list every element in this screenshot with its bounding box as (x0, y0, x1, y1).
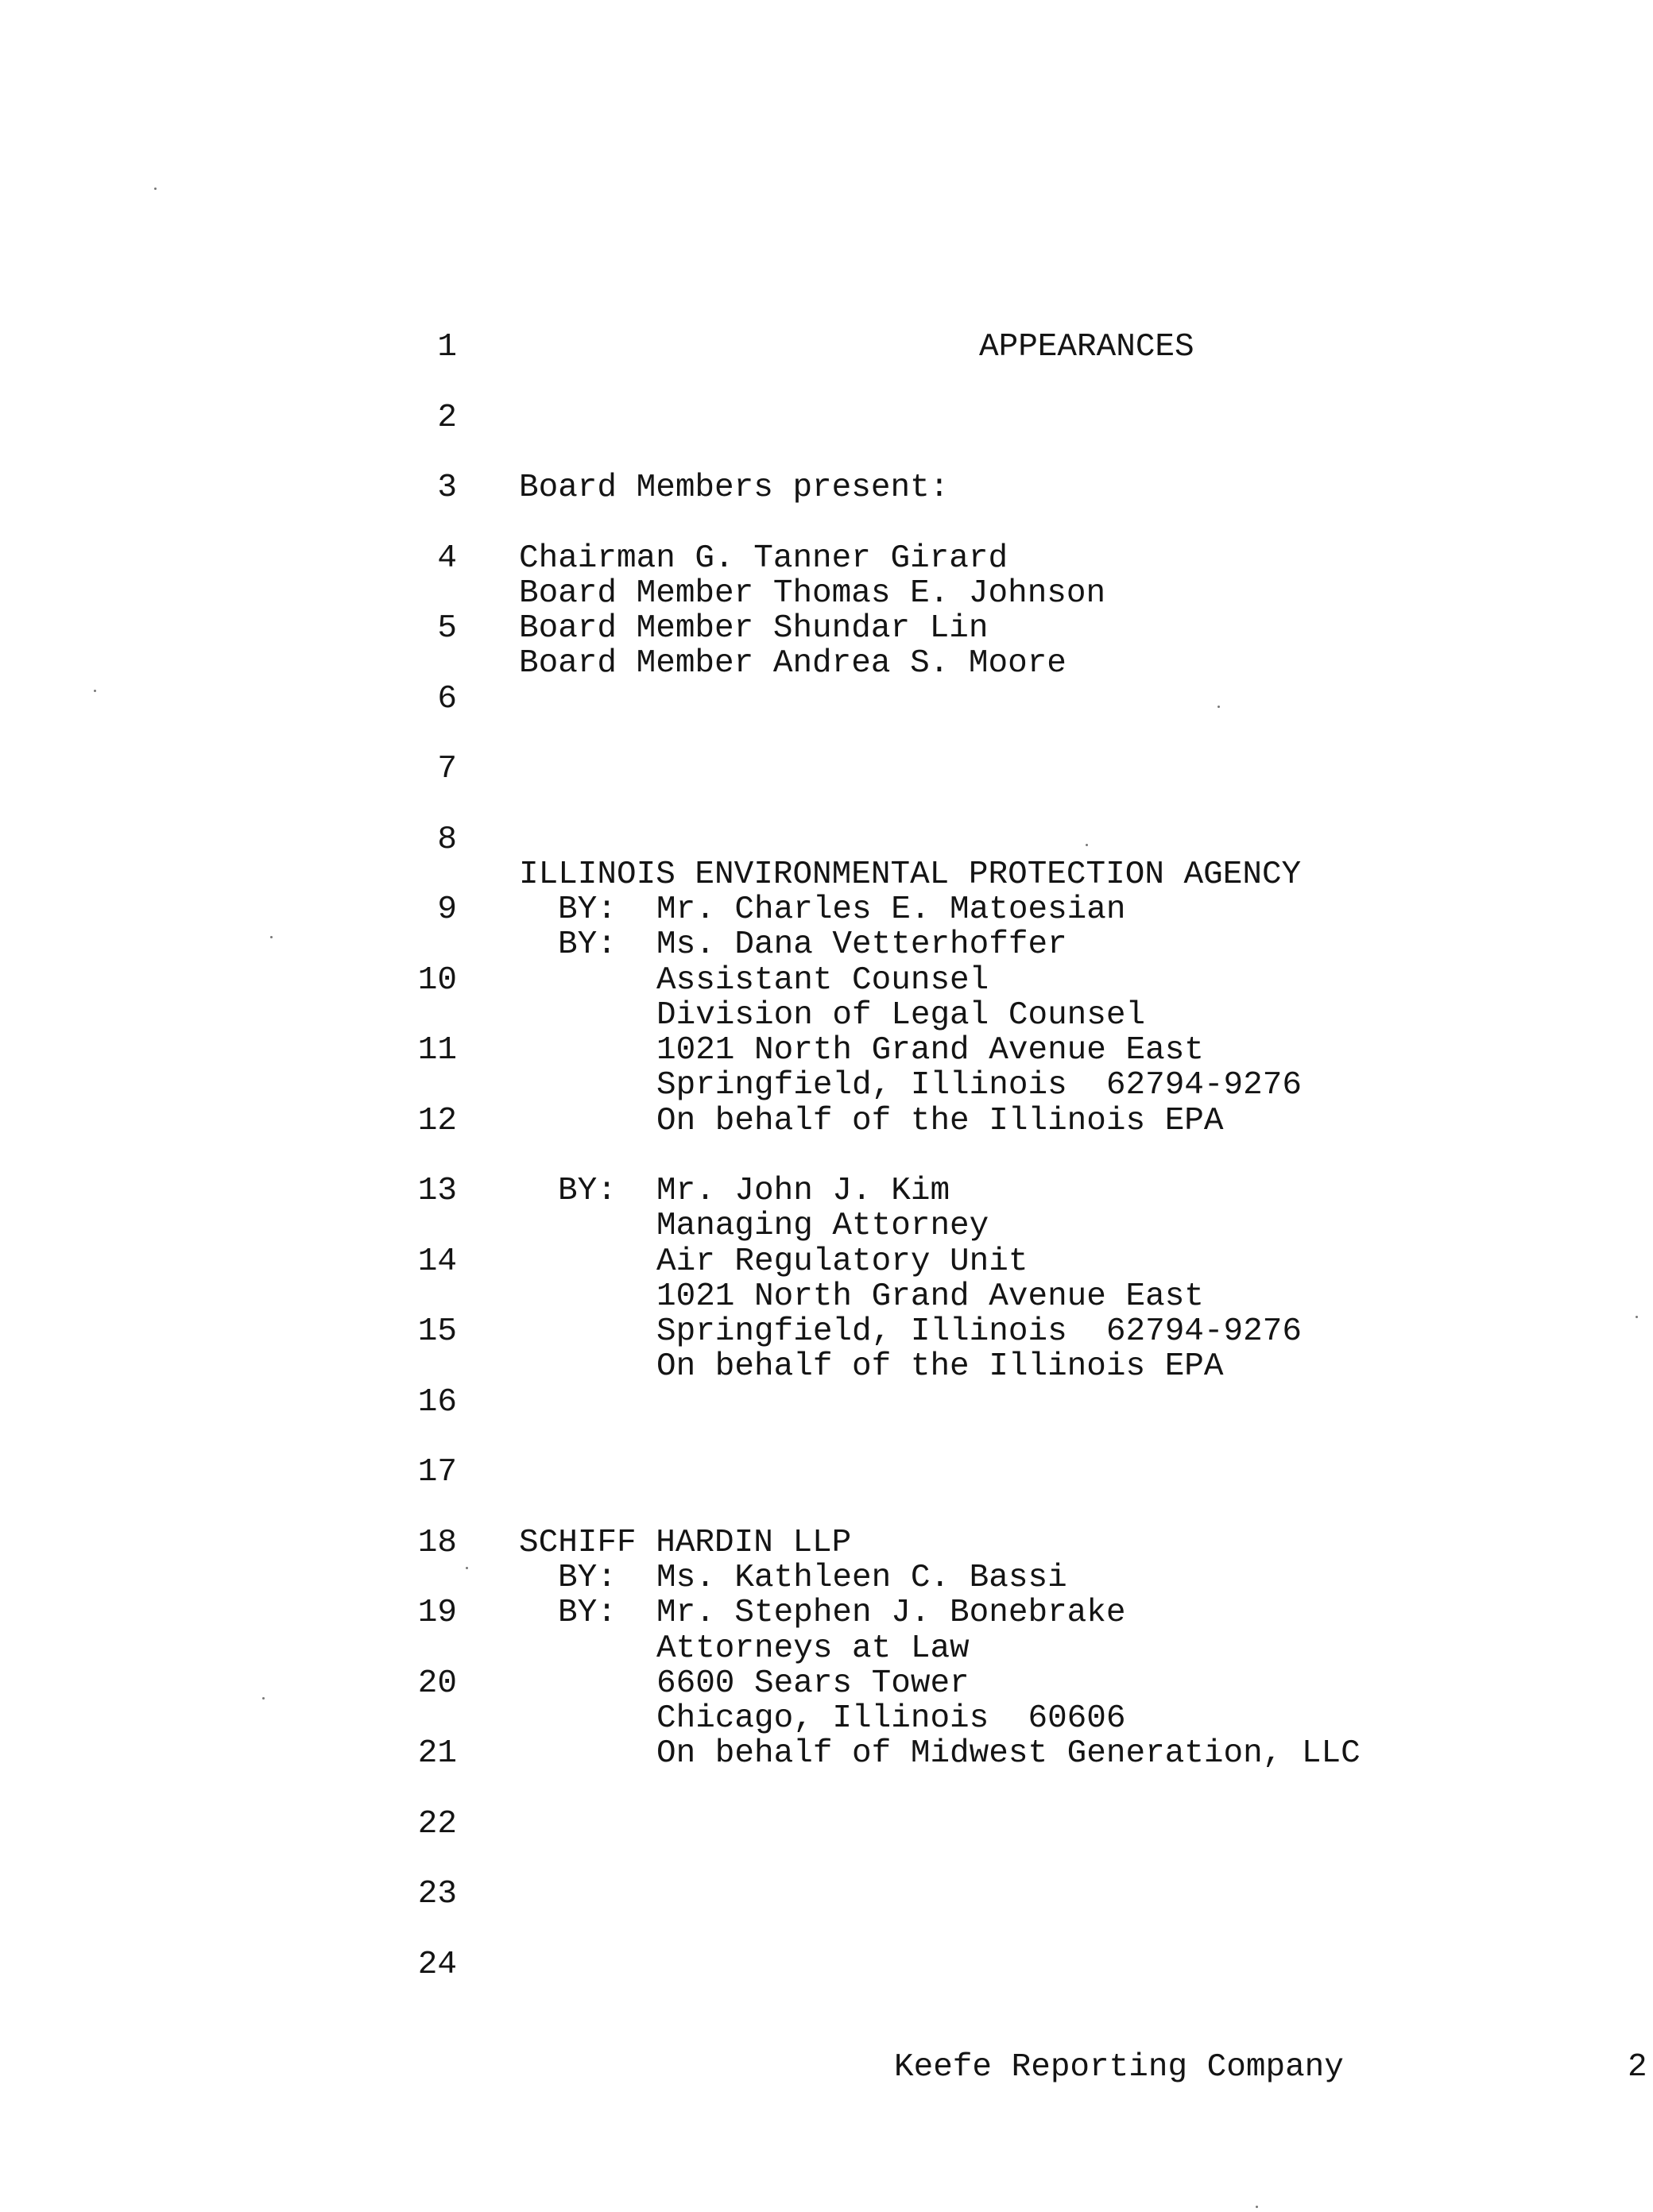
address-street: 1021 North Grand Avenue East (656, 1278, 1204, 1315)
board-member: Chairman G. Tanner Girard (519, 540, 1008, 577)
attorney-division: Division of Legal Counsel (656, 997, 1146, 1034)
line-number: 18 (417, 1525, 457, 1561)
by-label: BY: (558, 1173, 617, 1209)
line-number: 24 (417, 1947, 457, 1983)
by-label: BY: (558, 1560, 617, 1596)
line-number: 4 (437, 540, 457, 577)
line-number: 5 (437, 610, 457, 647)
board-member: Board Member Thomas E. Johnson (519, 575, 1106, 612)
attorney-name: Mr. John J. Kim (656, 1173, 950, 1209)
line-number: 6 (437, 681, 457, 717)
on-behalf-of: On behalf of Midwest Generation, LLC (656, 1735, 1361, 1772)
line-number: 14 (417, 1243, 457, 1280)
scan-speck (94, 690, 96, 692)
scan-speck (262, 1697, 265, 1700)
address-city: Springfield, Illinois 62794-9276 (656, 1313, 1302, 1350)
attorney-title: Managing Attorney (656, 1208, 989, 1244)
address-city: Springfield, Illinois 62794-9276 (656, 1067, 1302, 1104)
line-number: 16 (417, 1384, 457, 1421)
by-label: BY: (558, 1595, 617, 1631)
line-number: 21 (417, 1735, 457, 1772)
board-member: Board Member Andrea S. Moore (519, 645, 1067, 682)
line-number: 15 (417, 1313, 457, 1350)
line-number: 3 (437, 470, 457, 506)
address-city: Chicago, Illinois 60606 (656, 1700, 1126, 1737)
firm-name: SCHIFF HARDIN LLP (519, 1525, 852, 1561)
address-street: 6600 Sears Tower (656, 1665, 970, 1702)
line-number: 20 (417, 1665, 457, 1702)
scan-speck (1086, 844, 1088, 846)
attorney-name: Mr. Stephen J. Bonebrake (656, 1595, 1126, 1631)
attorney-title: Attorneys at Law (656, 1630, 970, 1667)
board-member: Board Member Shundar Lin (519, 610, 989, 647)
attorney-unit: Air Regulatory Unit (656, 1243, 1028, 1280)
line-number: 2 (437, 400, 457, 436)
line-number: 9 (437, 891, 457, 928)
scan-speck (270, 936, 273, 938)
address-street: 1021 North Grand Avenue East (656, 1032, 1204, 1069)
line-number: 19 (417, 1595, 457, 1631)
line-number: 17 (417, 1454, 457, 1491)
line-number: 1 (437, 329, 457, 365)
attorney-name: Ms. Kathleen C. Bassi (656, 1560, 1067, 1596)
line-number: 12 (417, 1103, 457, 1139)
page-number: 2 (1628, 2049, 1647, 2086)
attorney-name: Ms. Dana Vetterhoffer (656, 926, 1067, 963)
scan-speck (466, 1567, 468, 1569)
scan-speck (1217, 706, 1220, 708)
by-label: BY: (558, 891, 617, 928)
line-number: 8 (437, 822, 457, 858)
scan-speck (1636, 1316, 1638, 1318)
footer-company: Keefe Reporting Company (894, 2049, 1344, 2086)
on-behalf-of: On behalf of the Illinois EPA (656, 1103, 1224, 1139)
scan-speck (1256, 2206, 1258, 2208)
line-number: 13 (417, 1173, 457, 1209)
attorney-title: Assistant Counsel (656, 962, 989, 999)
scan-speck (154, 188, 157, 190)
line-number: 22 (417, 1806, 457, 1843)
board-heading: Board Members present: (519, 470, 950, 506)
agency-name: ILLINOIS ENVIRONMENTAL PROTECTION AGENCY (519, 857, 1302, 893)
by-label: BY: (558, 926, 617, 963)
on-behalf-of: On behalf of the Illinois EPA (656, 1348, 1224, 1385)
line-number: 7 (437, 751, 457, 787)
line-number: 11 (417, 1032, 457, 1069)
attorney-name: Mr. Charles E. Matoesian (656, 891, 1126, 928)
page-title: APPEARANCES (979, 329, 1194, 365)
line-number: 23 (417, 1876, 457, 1912)
line-number: 10 (417, 962, 457, 999)
